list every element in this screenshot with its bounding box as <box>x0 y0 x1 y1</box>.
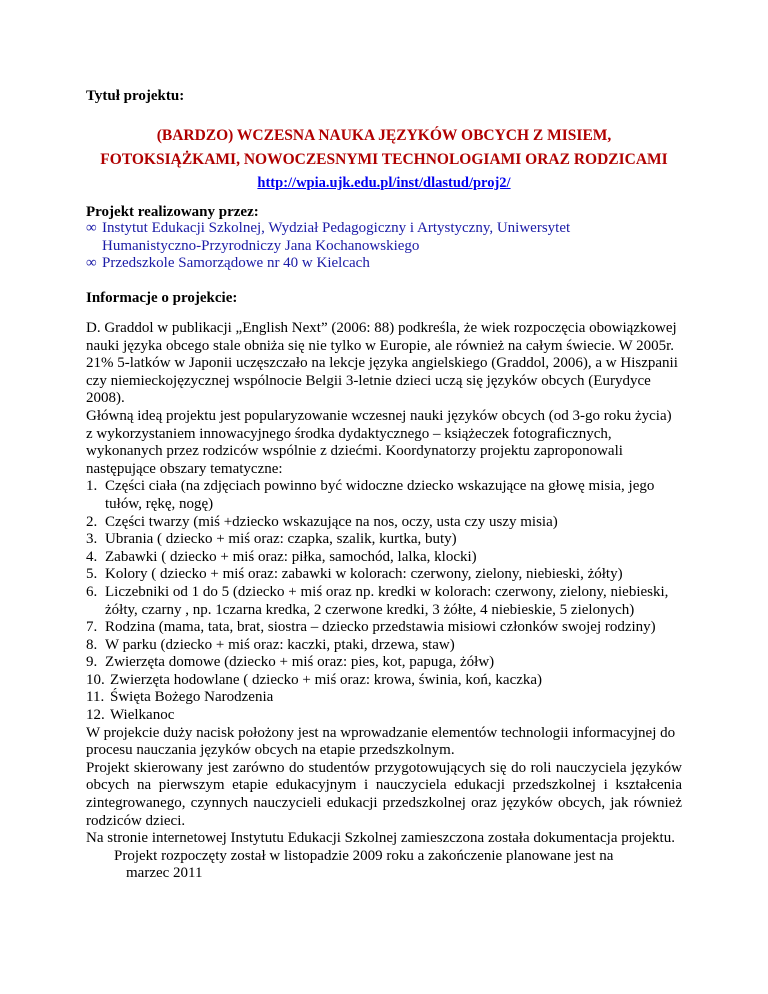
idea-paragraph: Główną ideą projektu jest popularyzowanie wczesnej nauki języków obcych (od 3-go roku życia) z wykorzystaniem innowacyjnego środka dydaktycznego – książeczek fotograficznych, wykonanych przez rodziców wspólnie z dziećmi. Koordynatorzy projektu zaproponowali następujące obszary tematyczne: <box>86 407 672 477</box>
realized-by-item <box>86 255 682 273</box>
topic-text: Zwierzęta domowe (dziecko + miś oraz: pies, kot, papuga, żółw) <box>105 654 495 671</box>
topic-item <box>86 637 682 655</box>
topic-text: Zwierzęta hodowlane ( dziecko + miś oraz: krowa, świnia, koń, kaczka) <box>110 671 543 688</box>
project-url-line <box>86 175 682 193</box>
topic-item <box>86 619 682 637</box>
topic-number: 5. <box>86 566 98 583</box>
realized-by-item-line-2: Humanistyczno-Przyrodniczy Jana Kochanowskiego <box>102 237 420 254</box>
topic-item <box>86 566 682 584</box>
topic-item <box>86 549 682 567</box>
audience-paragraph: Projekt skierowany jest zarówno do studentów przygotowujących się do roli nauczyciela języków obcych na pierwszym etapie edukacyjnym i nauczyciela edukacji przedszkolnej i kształcenia zintegrowanego, czynnych nauczycieli edukacji przedszkolnej oraz języków obcych, jak również rodziców dzieci. <box>86 759 682 829</box>
project-title-line-2: FOTOKSIĄŻKAMI, NOWOCZESNYMI TECHNOLOGIAMI ORAZ RODZICAMI <box>100 151 668 168</box>
topic-number: 9. <box>86 654 98 671</box>
project-title-line-1: (BARDZO) WCZESNA NAUKA JĘZYKÓW OBCYCH Z MISIEM, <box>156 127 612 144</box>
topic-item <box>86 514 682 532</box>
info-label: Informacje o projekcie: <box>86 290 238 306</box>
topic-item <box>86 707 682 725</box>
realized-by-item-line-1: Instytut Edukacji Szkolnej, Wydział Pedagogiczny i Artystyczny, Uniwersytet <box>102 220 571 236</box>
topic-item <box>86 654 682 672</box>
topic-number: 7. <box>86 619 98 636</box>
topic-number: 4. <box>86 548 98 565</box>
topic-number: 1. <box>86 478 98 495</box>
infinity-bullet-icon: ∞ <box>86 220 97 236</box>
topics-list <box>86 478 682 724</box>
topic-number: 12. <box>86 707 105 724</box>
topic-number: 10. <box>86 671 105 688</box>
topic-text: Rodzina (mama, tata, brat, siostra – dziecko przedstawia misiowi członków swojej rodziny) <box>105 619 656 636</box>
topic-number: 3. <box>86 531 98 548</box>
realized-by-item <box>86 220 682 255</box>
topic-text: Święta Bożego Narodzenia <box>110 689 274 706</box>
topic-text: W parku (dziecko + miś oraz: kaczki, ptaki, drzewa, staw) <box>105 636 455 653</box>
realized-by-item-line-1: Przedszkole Samorządowe nr 40 w Kielcach <box>102 255 370 272</box>
topic-item <box>86 478 682 513</box>
timeline-line-1: Projekt rozpoczęty został w listopadzie 2009 roku a zakończenie planowane jest na <box>114 847 614 864</box>
topic-number: 11. <box>86 689 105 706</box>
topic-number: 2. <box>86 513 98 530</box>
timeline-paragraph <box>86 848 682 883</box>
topic-text: Kolory ( dziecko + miś oraz: zabawki w kolorach: czerwony, zielony, niebieski, żółty) <box>105 566 623 583</box>
intro-paragraph: D. Graddol w publikacji „English Next” (2006: 88) podkreśla, że wiek rozpoczęcia obowiązkowej nauki języka obcego stale obniża się nie tylko w Europie, ale również na całym świecie. W 2005r. 21% 5-latków w Japonii uczęszczało na lekcje języka angielskiego (Graddol, 2006), a w Hiszpanii czy niemieckojęzycznej wspólnocie Belgii 3-letnie dzieci uczą się języków obcych (Eurydyce 2008). <box>86 320 678 407</box>
topic-number: 8. <box>86 636 98 653</box>
topic-text: Wielkanoc <box>110 707 175 724</box>
project-url-link[interactable]: http://wpia.ujk.edu.pl/inst/dlastud/proj2/ <box>257 175 511 191</box>
documentation-paragraph: Na stronie internetowej Instytutu Edukacji Szkolnej zamieszczona została dokumentacja projektu. <box>86 830 675 847</box>
topic-item <box>86 584 682 619</box>
topic-item <box>86 689 682 707</box>
topic-text: Liczebniki od 1 do 5 (dziecko + miś oraz np. kredki w kolorach: czerwony, zielony, niebieski, żółty, czarny , np. 1czarna kredka, 2 czerwone kredki, 3 żółte, 4 niebieskie, 5 zielonych) <box>105 583 669 618</box>
realized-by-list <box>86 220 682 273</box>
project-info <box>86 320 682 883</box>
infinity-bullet-icon: ∞ <box>86 255 97 272</box>
technology-paragraph: W projekcie duży nacisk położony jest na wprowadzanie elementów technologii informacyjnej do procesu nauczania języków obcych na etapie przedszkolnym. <box>86 724 676 759</box>
realized-by-label: Projekt realizowany przez: <box>86 204 259 220</box>
topic-number: 6. <box>86 583 98 600</box>
topic-text: Części twarzy (miś +dziecko wskazujące na nos, oczy, usta czy uszy misia) <box>105 513 558 530</box>
topic-text: Ubrania ( dziecko + miś oraz: czapka, szalik, kurtka, buty) <box>105 531 457 548</box>
project-title <box>86 124 682 172</box>
project-title-label: Tytuł projektu: <box>86 88 185 104</box>
topic-text: Zabawki ( dziecko + miś oraz: piłka, samochód, lalka, klocki) <box>105 548 477 565</box>
topic-item <box>86 672 682 690</box>
topic-item <box>86 531 682 549</box>
timeline-line-2: marzec 2011 <box>126 865 203 882</box>
topic-text: Części ciała (na zdjęciach powinno być widoczne dziecko wskazujące na głowę misia, jego tułów, rękę, nogę) <box>105 478 655 512</box>
